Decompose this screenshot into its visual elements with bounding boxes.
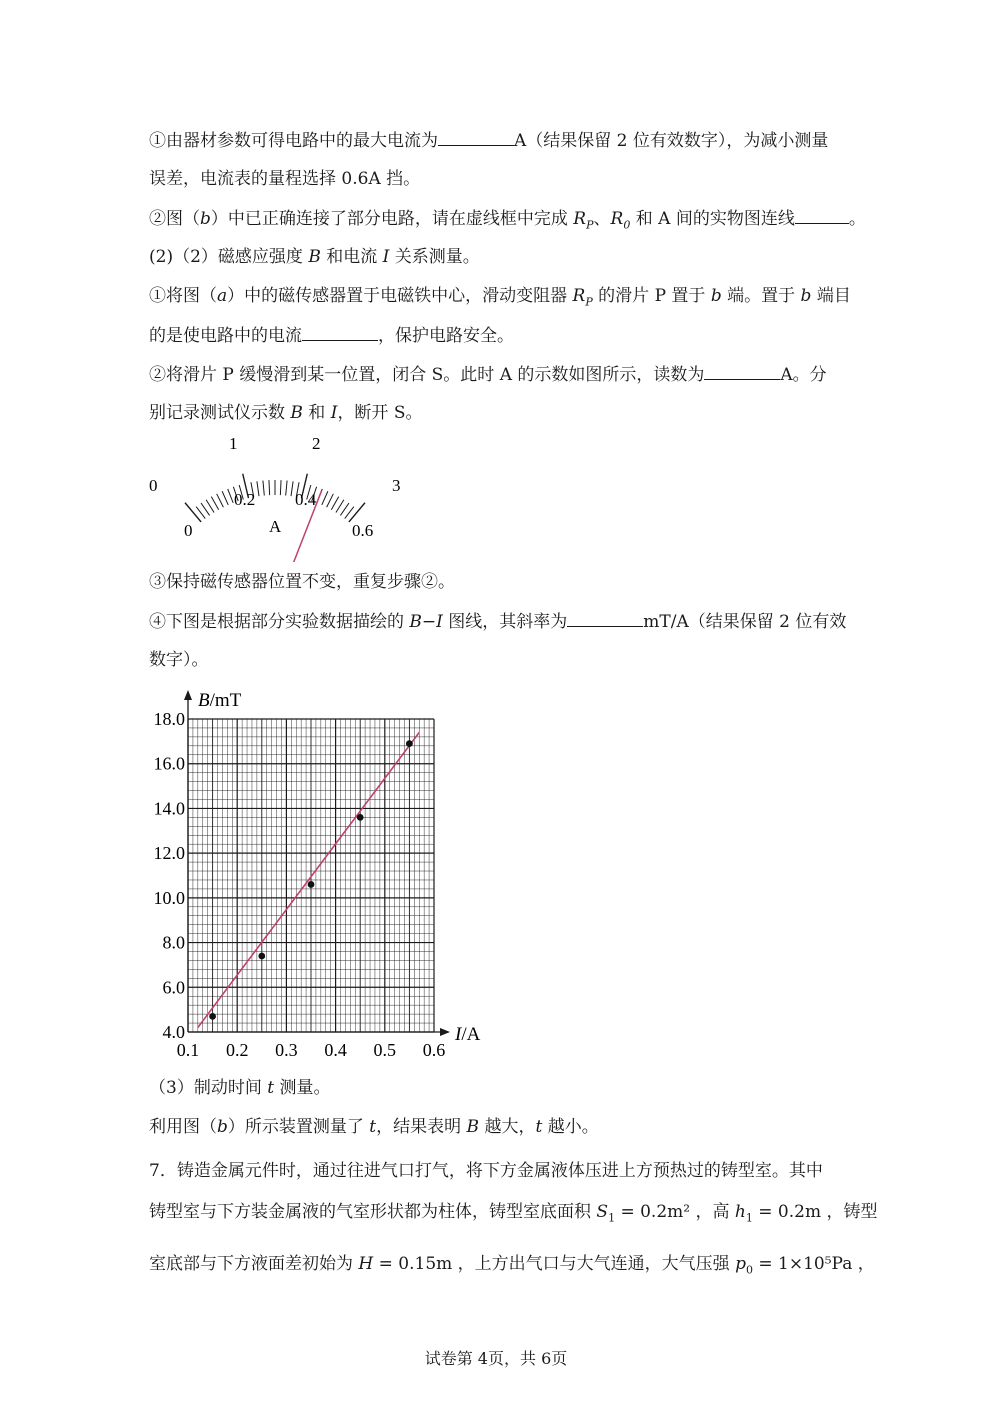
text: A。分	[780, 365, 827, 385]
symbol-t: t	[535, 1117, 543, 1137]
meter-minor-tick	[269, 480, 270, 495]
bottom-scale-label: 0.4	[295, 490, 317, 509]
q1-text-b: A（结果保留 2 位有效数字），为减小测量	[514, 131, 829, 151]
text: b	[800, 286, 812, 306]
meter-minor-tick	[222, 491, 228, 505]
q7-line-2	[149, 1201, 877, 1229]
meter-minor-tick	[286, 481, 287, 496]
text: = 0.2m ，铸型	[752, 1202, 878, 1222]
answer-blank-wiring[interactable]	[795, 207, 849, 224]
part3-heading	[149, 1077, 330, 1099]
bottom-scale-label: 0.6	[352, 521, 374, 540]
top-scale-label: 3	[392, 476, 401, 495]
text: 铸型室与下方装金属液的气室形状都为柱体，铸型室底面积	[149, 1202, 597, 1222]
text: 室底部与下方液面差初始为	[149, 1254, 359, 1274]
meter-minor-tick	[322, 491, 328, 505]
step1-line-2	[149, 324, 514, 347]
text: （3）制动时间	[149, 1078, 268, 1098]
meter-major-tick	[185, 503, 201, 522]
text: = 1×10⁵Pa ，	[752, 1254, 875, 1274]
meter-minor-tick	[336, 500, 344, 513]
meter-major-tick	[349, 503, 365, 522]
meter-minor-tick	[331, 497, 338, 510]
bottom-scale-label: 0	[184, 521, 193, 540]
top-scale-label: 2	[312, 434, 321, 453]
q2-line	[149, 207, 866, 236]
text: a	[217, 286, 228, 306]
q1-text-2: 误差，电流表的量程选择 0.6A 挡。	[149, 169, 421, 189]
meter-minor-tick	[263, 481, 264, 496]
text: 和 A 间的实物图连线	[630, 209, 795, 229]
meter-minor-tick	[257, 481, 259, 496]
symbol-r: R	[572, 286, 586, 306]
top-scale-label: 1	[229, 434, 238, 453]
q7-line-3	[149, 1253, 875, 1281]
meter-minor-tick	[201, 503, 210, 515]
q1-line-2	[149, 168, 420, 190]
q1-line-1	[149, 129, 828, 152]
symbol-b: B	[308, 247, 321, 267]
step2-line-1	[149, 363, 827, 386]
x-axis-label: I/A	[455, 1024, 481, 1045]
x-tick-label: 0.6	[422, 1040, 446, 1060]
text: B−I	[409, 612, 443, 632]
part3-text	[149, 1116, 599, 1138]
answer-blank-max-current[interactable]	[438, 129, 514, 146]
text: ）所示装置测量了	[227, 1117, 370, 1137]
text: ，断开 S。	[337, 403, 423, 423]
text: 。	[848, 209, 866, 229]
meter-minor-tick	[217, 494, 224, 507]
text: 端目	[811, 286, 851, 306]
text: ②将滑片 P 缓慢滑到某一位置，闭合 S。此时 A 的示数如图所示，读数为	[149, 365, 705, 385]
text: b	[217, 1117, 228, 1137]
x-tick-label: 0.3	[275, 1040, 298, 1060]
q7-line-1	[149, 1160, 823, 1182]
answer-blank-slope[interactable]	[567, 610, 643, 627]
text: b	[710, 286, 722, 306]
subscript: P	[585, 295, 593, 309]
text: mT/A（结果保留 2 位有效	[643, 612, 847, 632]
meter-minor-tick	[206, 500, 214, 513]
subscript: 1	[608, 1211, 616, 1225]
x-tick-label: 0.2	[225, 1040, 249, 1060]
answer-blank-reading[interactable]	[704, 363, 780, 380]
text: 图线，其斜率为	[442, 612, 568, 632]
symbol-b: B	[466, 1117, 480, 1137]
text: 利用图（	[149, 1117, 217, 1137]
y-tick-label: 14.0	[153, 798, 185, 819]
data-point	[209, 1013, 216, 1020]
x-tick-label: 0.4	[324, 1040, 347, 1060]
meter-minor-tick	[228, 489, 233, 503]
step2-line-2	[149, 402, 423, 424]
symbol-b: B	[290, 403, 303, 423]
text: ③保持磁传感器位置不变，重复步骤②。	[149, 572, 455, 592]
symbol-r: R	[610, 209, 624, 229]
y-tick-label: 4.0	[162, 1022, 185, 1042]
text: 和电流	[320, 247, 383, 267]
x-tick-label: 0.5	[373, 1040, 397, 1060]
symbol-i: I	[330, 403, 338, 423]
step4-line-1	[149, 610, 846, 633]
step4-line-2	[149, 649, 209, 671]
subscript: P	[586, 218, 594, 232]
meter-minor-tick	[291, 481, 293, 496]
subscript: 0	[623, 218, 631, 232]
text: 别记录测试仪示数	[149, 403, 291, 423]
text: ，结果表明	[376, 1117, 467, 1137]
text: (2)（2）磁感应强度	[149, 247, 309, 267]
text: 数字）。	[149, 650, 209, 670]
symbol-i: I	[382, 247, 390, 267]
symbol-h: H	[358, 1254, 374, 1274]
text: ④下图是根据部分实验数据描绘的	[149, 612, 410, 632]
text: ）中已正确连接了部分电路，请在虚线框中完成	[210, 209, 574, 229]
symbol-p: p	[735, 1254, 746, 1274]
meter-minor-tick	[280, 480, 281, 495]
text: ）中的磁传感器置于电磁铁中心，滑动变阻器	[227, 286, 573, 306]
top-scale-label: 0	[149, 476, 158, 495]
subscript: 1	[745, 1211, 753, 1225]
y-tick-label: 6.0	[162, 977, 185, 998]
y-tick-label: 8.0	[162, 932, 185, 953]
y-axis-label: B/mT	[198, 690, 242, 711]
text: ②图（	[149, 209, 200, 229]
meter-minor-tick	[340, 503, 349, 515]
text: 的是使电路中的电流	[149, 326, 302, 346]
step3-line	[149, 571, 455, 593]
text: 的滑片 P 置于	[592, 286, 711, 306]
y-tick-label: 18.0	[153, 709, 185, 729]
data-point	[258, 953, 265, 960]
x-tick-label: 0.1	[176, 1040, 200, 1060]
meter-unit-label: A	[269, 517, 282, 536]
part2-heading	[149, 246, 480, 268]
step1-line-1	[149, 285, 851, 313]
data-point	[406, 740, 413, 747]
text: ①将图（	[149, 286, 217, 306]
answer-blank-current[interactable]	[302, 324, 378, 341]
text: 、	[593, 209, 611, 229]
symbol-t: t	[369, 1117, 377, 1137]
symbol-t: t	[267, 1078, 275, 1098]
text: 越大，	[479, 1117, 536, 1137]
text: 7．铸造金属元件时，通过往进气口打气，将下方金属液体压进上方预热过的铸型室。其中	[149, 1161, 823, 1181]
symbol-h: h	[734, 1202, 746, 1222]
b-i-graph	[130, 682, 490, 1062]
text: 越小。	[542, 1117, 599, 1137]
subscript: 0	[745, 1263, 753, 1277]
text: = 0.15m ，上方出气口与大气连通，大气压强	[373, 1254, 736, 1274]
ammeter-dial	[145, 432, 405, 562]
text: b	[200, 209, 211, 229]
meter-minor-tick	[211, 497, 218, 510]
text: 端。置于	[721, 286, 801, 306]
q1-text: ①由器材参数可得电路中的最大电流为	[149, 131, 438, 151]
data-point	[308, 881, 315, 888]
x-axis-arrow	[440, 1028, 450, 1036]
symbol-r: R	[573, 209, 587, 229]
meter-minor-tick	[327, 494, 334, 507]
y-tick-label: 10.0	[153, 887, 185, 908]
y-tick-label: 16.0	[153, 753, 185, 774]
y-axis-arrow	[184, 690, 192, 700]
page-footer: 试卷第 4页，共 6页	[424, 1349, 568, 1368]
data-point	[357, 814, 364, 821]
text: ，保护电路安全。	[378, 326, 514, 346]
text: 和	[302, 403, 331, 423]
text: 关系测量。	[389, 247, 480, 267]
y-tick-label: 12.0	[153, 843, 185, 864]
text: = 0.2m² ，高	[615, 1202, 735, 1222]
text: 测量。	[274, 1078, 331, 1098]
bottom-scale-label: 0.2	[234, 490, 256, 509]
symbol-s: S	[596, 1202, 609, 1222]
